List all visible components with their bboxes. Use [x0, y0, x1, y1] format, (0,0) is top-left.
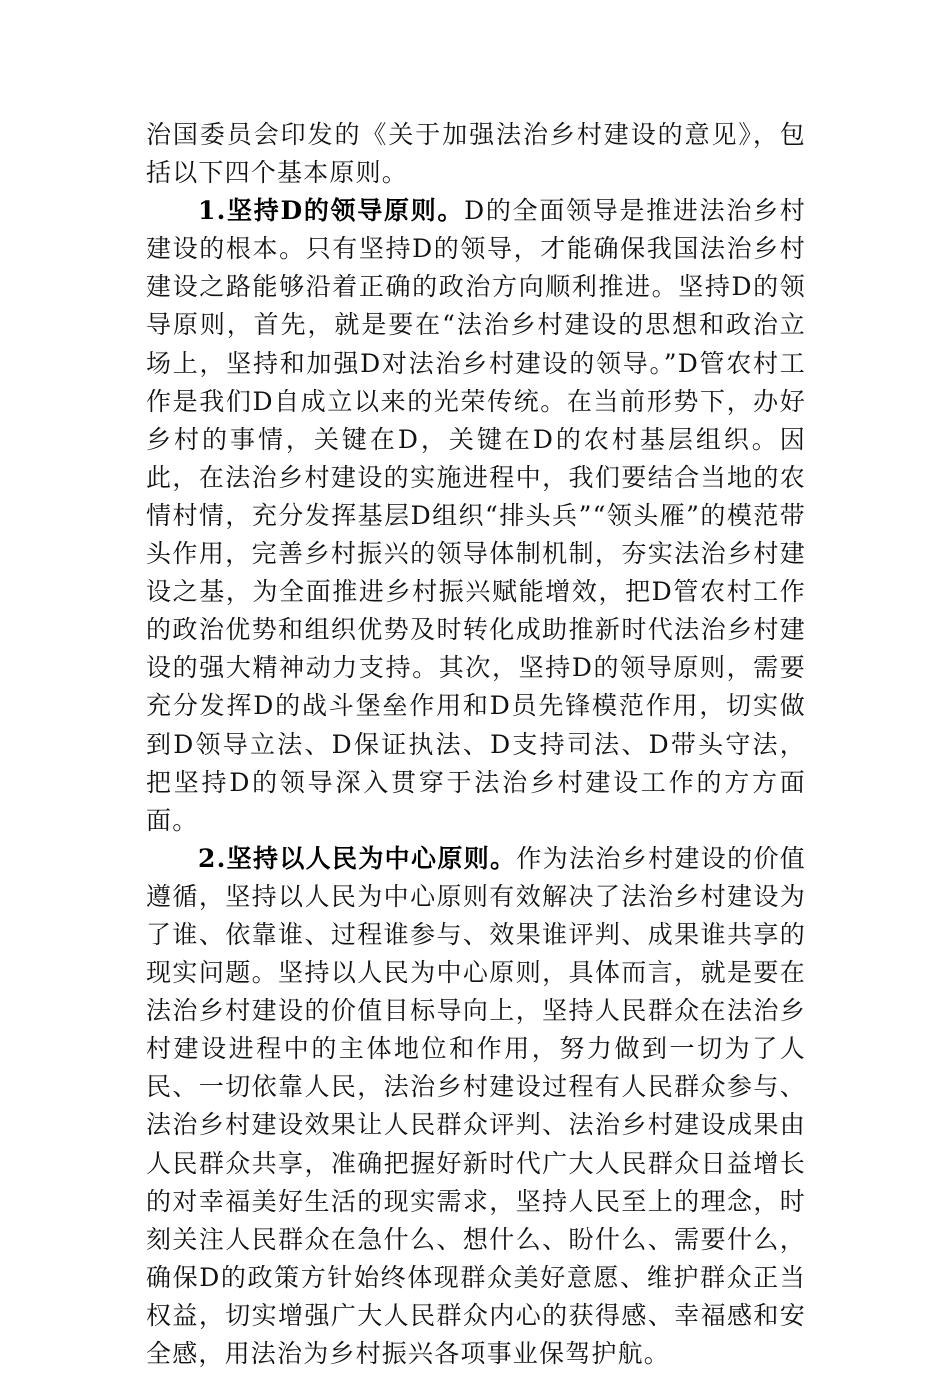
paragraph-principle-2 — [146, 840, 806, 1373]
paragraph-text: D的全面领导是推进法治乡村建设的根本。只有坚持D的领导，才能确保我国法治乡村建设之路能够沿着正确的政治方向顺利推进。坚持D的领导原则，首先，就是要在“法治乡村建设的思想和政治立场上，坚持和加强D对法治乡村建设的领导。”D管农村工作是我们D自成立以来的光荣传统。在当前形势下，办好乡村的事情，关键在D，关键在D的农村基层组织。因此，在法治乡村建设的实施进程中，我们要结合当地的农情村情，充分发挥基层D组织“排头兵”“领头雁”的模范带头作用，完善乡村振兴的领导体制机制，夯实法治乡村建设之基，为全面推进乡村振兴赋能增效，把D管农村工作的政治优势和组织优势及时转化成助推新时代法治乡村建设的强大精神动力支持。其次，坚持D的领导原则，需要充分发挥D的战斗堡垒作用和D员先锋模范作用，切实做到D领导立法、D保证执法、D支持司法、D带头守法，把坚持D的领导深入贯穿于法治乡村建设工作的方方面面。 — [146, 196, 806, 835]
paragraph-intro — [146, 116, 806, 192]
principle-heading: 1.坚持D的领导原则。 — [198, 196, 465, 226]
paragraph-text: 作为法治乡村建设的价值遵循，坚持以人民为中心原则有效解决了法治乡村建设为了谁、依靠谁、过程谁参与、效果谁评判、成果谁共享的现实问题。坚持以人民为中心原则，具体而言，就是要在法治乡村建设的价值目标导向上，坚持人民群众在法治乡村建设进程中的主体地位和作用，努力做到一切为了人民、一切依靠人民，法治乡村建设过程有人民群众参与、法治乡村建设效果让人民群众评判、法治乡村建设成果由人民群众共享，准确把握好新时代广大人民群众日益增长的对幸福美好生活的现实需求，坚持人民至上的理念，时刻关注人民群众在急什么、想什么、盼什么、需要什么，确保D的政策方针始终体现群众美好意愿、维护群众正当权益，切实增强广大人民群众内心的获得感、幸福感和安全感，用法治为乡村振兴各项事业保驾护航。 — [146, 843, 806, 1368]
principle-heading: 2.坚持以人民为中心原则。 — [198, 843, 517, 873]
paragraph-text: 治国委员会印发的《关于加强法治乡村建设的意见》，包括以下四个基本原则。 — [146, 120, 806, 188]
document-page — [146, 116, 806, 1373]
paragraph-principle-1 — [146, 192, 806, 840]
